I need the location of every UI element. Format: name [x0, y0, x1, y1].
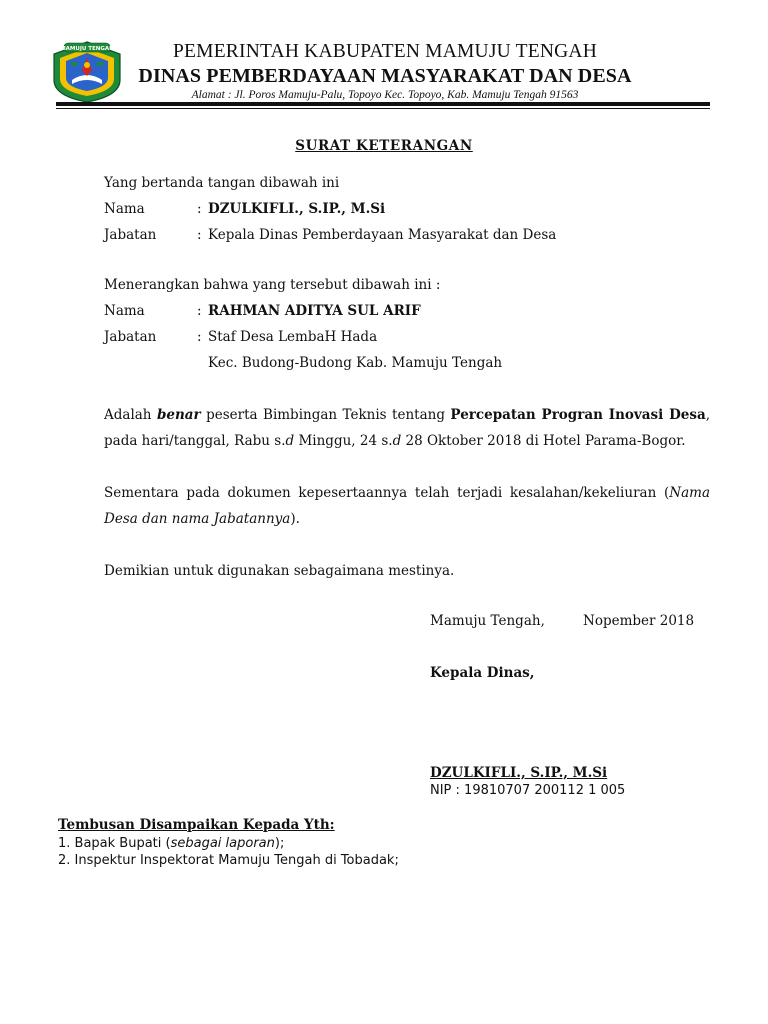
regency-logo — [50, 40, 124, 104]
signature-date: Nopember 2018 — [583, 613, 695, 629]
p2-text-a: Sementara pada dokumen kepesertaannya telah terjadi kesalahan/kekeliuran ( — [104, 485, 670, 501]
cc-item-1-a: 1. Bapak Bupati ( — [58, 836, 171, 851]
signer-jabatan-label: Jabatan — [104, 227, 157, 243]
subject-nama-colon: : — [197, 303, 202, 319]
cc-item-1-b: ); — [274, 836, 285, 851]
signer-jabatan-value: Kepala Dinas Pemberdayaan Masyarakat dan Desa — [208, 227, 557, 243]
p1-text-c: , pada hari/tanggal, Rabu s. — [104, 407, 711, 449]
signer-nama-value: DZULKIFLI., S.IP., M.Si — [208, 201, 386, 217]
logo-text: MAMUJU TENGAH — [60, 46, 114, 52]
p1-text-a: Adalah — [104, 407, 157, 423]
letterhead-government: PEMERINTAH KABUPATEN MAMUJU TENGAH — [173, 41, 597, 62]
p1-text-g: 28 Oktober 2018 di Hotel Parama-Bogor. — [401, 433, 686, 449]
intro-text: Yang bertanda tangan dibawah ini — [104, 175, 340, 191]
p1-d-2: d — [392, 433, 402, 449]
closing-text: Demikian untuk digunakan sebagaimana mestinya. — [104, 563, 455, 579]
letterhead — [130, 40, 640, 103]
signature-name: DZULKIFLI., S.IP., M.Si — [430, 765, 608, 781]
p1-program: Percepatan Progran Inovasi Desa — [450, 407, 706, 423]
subject-nama-label: Nama — [104, 303, 145, 319]
cc-title: Tembusan Disampaikan Kepada Yth: — [58, 817, 335, 833]
signer-nama-label: Nama — [104, 201, 145, 217]
subject-jabatan-colon: : — [197, 329, 202, 345]
letterhead-rule-thick — [56, 102, 710, 106]
letterhead-department: DINAS PEMBERDAYAAN MASYARAKAT DAN DESA — [138, 65, 632, 87]
subject-nama-value: RAHMAN ADITYA SUL ARIF — [208, 303, 421, 319]
document-title: SURAT KETERANGAN — [295, 138, 473, 154]
p1-d-1: d — [285, 433, 295, 449]
cc-item-2: 2. Inspektur Inspektorat Mamuju Tengah di Tobadak; — [58, 853, 399, 868]
p1-benar: benar — [156, 407, 201, 423]
signer-jabatan-colon: : — [197, 227, 202, 243]
subject-jabatan-value-2: Kec. Budong-Budong Kab. Mamuju Tengah — [208, 355, 503, 371]
p2-italic: Nama Desa dan nama Jabatannya — [104, 485, 710, 527]
letterhead-address: Alamat : Jl. Poros Mamuju-Palu, Topoyo Kec. Topoyo, Kab. Mamuju Tengah 91563 — [191, 89, 579, 101]
signature-nip: NIP : 19810707 200112 1 005 — [430, 783, 626, 798]
cc-item-1 — [58, 835, 284, 852]
letterhead-rule-thin — [56, 108, 710, 109]
subject-jabatan-value-1: Staf Desa LembaH Hada — [208, 329, 378, 345]
p1-text-b: peserta Bimbingan Teknis tentang — [200, 407, 451, 423]
subject-jabatan-label: Jabatan — [104, 329, 157, 345]
statement-text: Menerangkan bahwa yang tersebut dibawah ini : — [104, 277, 441, 293]
signer-nama-colon: : — [197, 201, 202, 217]
p2-text-b: ). — [290, 511, 300, 527]
body-paragraph-1 — [104, 402, 710, 454]
p1-text-e: Minggu, 24 s. — [294, 433, 393, 449]
signature-position: Kepala Dinas, — [430, 665, 535, 681]
signature-place: Mamuju Tengah, — [430, 613, 545, 629]
cc-item-1-italic: sebagai laporan — [170, 836, 275, 851]
body-paragraph-2 — [104, 480, 710, 532]
